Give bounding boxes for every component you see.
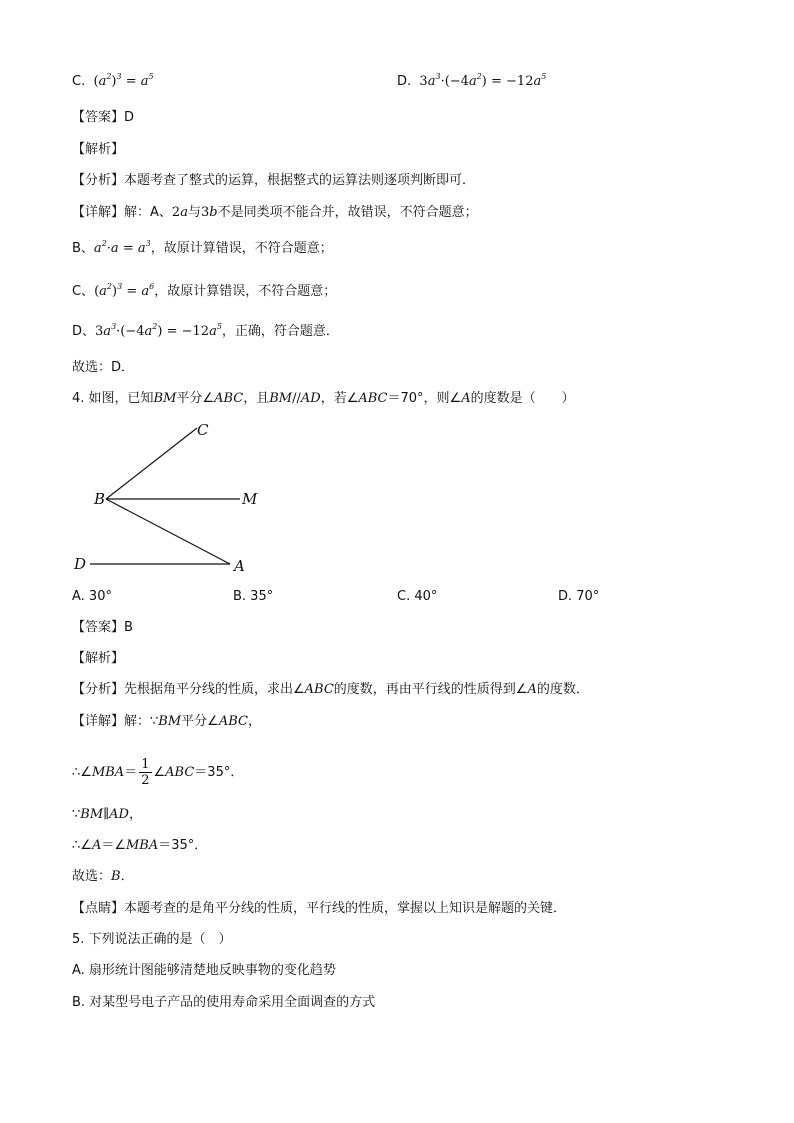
label-b: B bbox=[94, 490, 106, 508]
q3-choose: 故选：D． bbox=[72, 360, 135, 375]
q3-answer: 【答案】D bbox=[72, 110, 135, 125]
label-m: M bbox=[242, 490, 258, 508]
q5-option-a: A. 扇形统计图能够清楚地反映事物的变化趋势 bbox=[72, 963, 336, 978]
q5-option-b: B. 对某型号电子产品的使用寿命采用全面调查的方式 bbox=[72, 995, 376, 1010]
label-d: D bbox=[74, 555, 87, 573]
q4-answer: 【答案】B bbox=[72, 620, 133, 635]
q3-option-d: D. $3a^3\cdot(-4a^2) = -12a^5$ bbox=[397, 72, 547, 89]
q4-dianjing: 【点睛】本题考查的是角平分线的性质，平行线的性质，掌握以上知识是解题的关键． bbox=[72, 901, 567, 916]
q4-analysis-heading: 【解析】 bbox=[72, 651, 125, 666]
segment-ba bbox=[106, 499, 230, 564]
q4-step2: ∵BM∥AD， bbox=[72, 807, 142, 822]
q4-option-b: B. 35° bbox=[233, 589, 274, 604]
q4-step1: ∴∠MBA＝ $\frac{1}{2}$ ∠ABC＝35°． bbox=[72, 757, 244, 788]
label-c: C bbox=[197, 421, 209, 439]
q4-stem: 4. 如图，已知BM平分∠ABC，且BM//AD，若∠ABC＝70°，则∠A的度数是（ ） bbox=[72, 391, 575, 406]
q4-xiangjie: 【详解】解：∵BM平分∠ABC， bbox=[72, 714, 261, 729]
q4-option-a: A. 30° bbox=[72, 589, 112, 604]
q4-step3: ∴∠A＝∠MBA＝35°． bbox=[72, 838, 208, 853]
q3-line-d: D、$3a^3\cdot(-4a^2) = -12a^5$，正确，符合题意． bbox=[72, 322, 339, 339]
q4-option-c: C. 40° bbox=[397, 589, 438, 604]
q3-line-c: C、$(a^2)^3 = a^6$，故原计算错误，不符合题意； bbox=[72, 282, 337, 299]
q3-fenxi: 【分析】本题考查了整式的运算，根据整式的运算法则逐项判断即可． bbox=[72, 173, 476, 188]
q3-option-d-expr: $3a^3\cdot(-4a^2) = -12a^5$ bbox=[419, 72, 547, 89]
q3-option-c-expr: $(a^2)^3 = a^5$ bbox=[93, 72, 154, 89]
q3-xiangjie: 【详解】解：A、2a与3b不是同类项不能合并，故错误，不符合题意； bbox=[72, 205, 478, 220]
segment-bc bbox=[106, 428, 197, 499]
q3-line-b: B、$a^2\cdot a = a^3$，故原计算错误，不符合题意； bbox=[72, 239, 333, 256]
q3-analysis-heading: 【解析】 bbox=[72, 142, 125, 157]
q4-choose: 故选：B． bbox=[72, 869, 134, 884]
q4-figure bbox=[60, 415, 290, 580]
q3-option-c: C. $(a^2)^3 = a^5$ bbox=[72, 72, 154, 89]
q4-fenxi: 【分析】先根据角平分线的性质，求出∠ABC的度数，再由平行线的性质得到∠A的度数． bbox=[72, 682, 589, 697]
label-a: A bbox=[234, 557, 245, 575]
q5-stem: 5. 下列说法正确的是（ ） bbox=[72, 932, 232, 947]
fraction-half: $\frac{1}{2}$ bbox=[141, 757, 150, 788]
q4-option-d: D. 70° bbox=[558, 589, 600, 604]
